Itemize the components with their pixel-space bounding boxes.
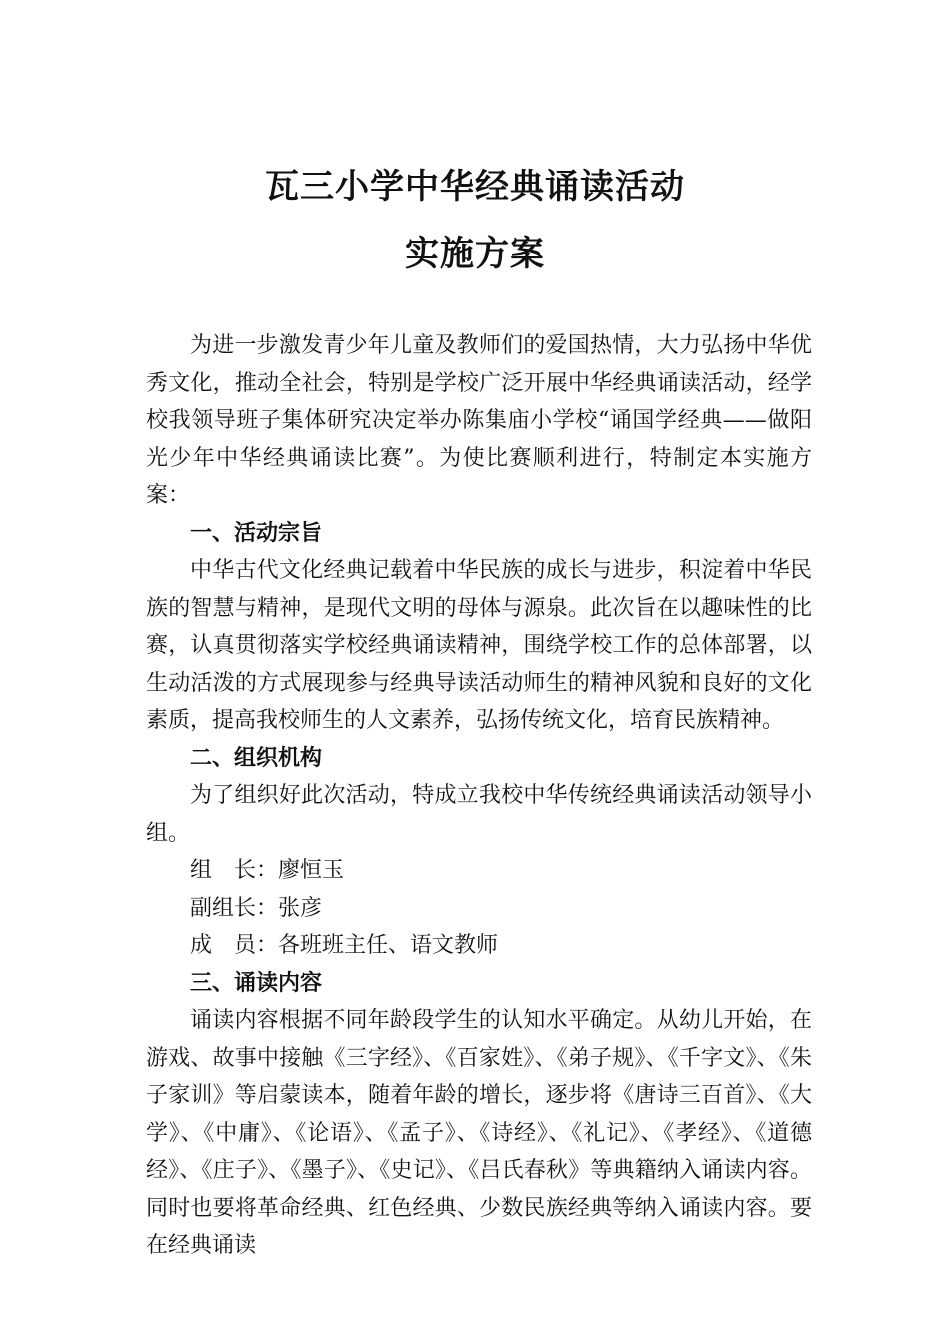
organization-leader: 组 长：廖恒玉 xyxy=(190,858,345,883)
section-heading-content: 三、诵读内容 xyxy=(190,970,323,996)
organization-deputy: 副组长：张彦 xyxy=(190,895,323,921)
section-heading-purpose: 一、活动宗旨 xyxy=(190,520,323,546)
document-title-line1: 瓦三小学中华经典诵读活动 xyxy=(265,167,685,207)
organization-paragraph: 为了组织好此次活动，特成立我校中华传统经典诵读活动领导小组。 xyxy=(146,783,812,846)
content-paragraph: 诵读内容根据不同年龄段学生的认知水平确定。从幼儿开始，在游戏、故事中接触《三字经》、《百家姓》、《弟子规》、《千字文》、《朱子家训》等启蒙读本，随着年龄的增长，逐步将《唐诗三百首》、《大学》、《中庸》、《论语》、《孟子》、《诗经》、《礼记》、《孝经》、《道德经》、《庄子》、《墨子》、《史记》、《吕氏春秋》等典籍纳入诵读内容。同时也要将革命经典、红色经典、少数民族经典等纳入诵读内容。要在经典诵读 xyxy=(146,1008,812,1258)
organization-members: 成 员：各班班主任、语文教师 xyxy=(190,933,499,958)
document-title-line2: 实施方案 xyxy=(405,234,545,274)
document-body xyxy=(146,327,812,1265)
intro-paragraph: 为进一步激发青少年儿童及教师们的爱国热情，大力弘扬中华优秀文化，推动全社会，特别是学校广泛开展中华经典诵读活动，经学校我领导班子集体研究决定举办陈集庙小学校“诵国学经典——做阳光少年中华经典诵读比赛”。为使比赛顺利进行，特制定本实施方案： xyxy=(146,333,812,508)
section-heading-organization: 二、组织机构 xyxy=(190,745,323,771)
purpose-paragraph: 中华古代文化经典记载着中华民族的成长与进步，积淀着中华民族的智慧与精神，是现代文明的母体与源泉。此次旨在以趣味性的比赛，认真贯彻落实学校经典诵读精神，围绕学校工作的总体部署，以生动活泼的方式展现参与经典导读活动师生的精神风貌和良好的文化素质，提高我校师生的人文素养，弘扬传统文化，培育民族精神。 xyxy=(146,558,812,733)
